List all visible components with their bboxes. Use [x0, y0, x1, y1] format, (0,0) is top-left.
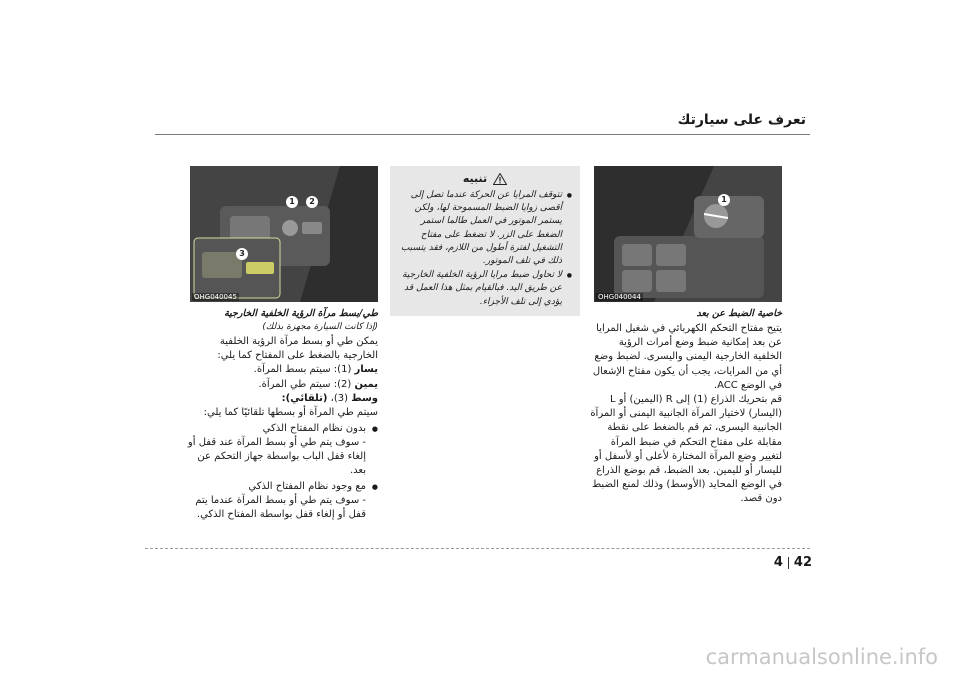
list-item: ● مع وجود نظام المفتاح الذكي: [184, 480, 378, 494]
warning-icon: [493, 173, 507, 185]
option-text: سيتم طي المرآة.: [258, 378, 331, 390]
option-text: سيتم بسط المرآة.: [253, 364, 331, 376]
page-number: [774, 555, 812, 570]
callout-2: 2: [306, 196, 318, 208]
list-subitem: - سوف يتم طي أو بسط المرآة عند قفل أو إلغاء قفل الباب بواسطة جهاز التحكم عن بعد.: [187, 437, 366, 477]
list-subitem-text: سوف يتم طي أو بسط المرآة عندما يتم قفل أو إلغاء قفل بواسطة المفتاح الذكي.: [195, 495, 366, 521]
figure-code: OHG040044: [598, 293, 641, 301]
option-center: وسط (3)، (تلقائي):: [281, 392, 378, 404]
notice-header: [398, 172, 572, 185]
option-label: يسار: [354, 364, 378, 376]
paragraph: سيتم طي المرآة أو بسطها تلقائيًا كما يلي:: [203, 407, 378, 419]
mirror-switch-illustration: [594, 166, 782, 302]
chapter-number: 4: [773, 555, 783, 570]
option-text: (تلقائي):: [281, 392, 328, 404]
callout-1: 1: [718, 194, 730, 206]
option-number: (1): [337, 364, 352, 376]
option-label: وسط: [351, 392, 378, 404]
notice-item: ● تتوقف المرايا عن الحركة عندما تصل إلى أقصى زوايا الضبط المسموحة لها، ولكن يستمر الموتور في العمل طالما استمر الضغط على الزر. لا تضغط على مفتاح التشغيل لفترة أطول من اللازم، فقد يتسبب ذلك في تلف الموتور.: [398, 189, 572, 268]
option-right: يمين (2): سيتم طي المرآة.: [258, 378, 378, 390]
header-divider: [155, 134, 810, 135]
section-title: خاصية الضبط عن بعد: [696, 308, 782, 319]
remote-control-section: [588, 166, 782, 507]
list-subitem-text: سوف يتم طي أو بسط المرآة عند قفل أو إلغاء قفل الباب بواسطة جهاز التحكم عن بعد.: [187, 437, 366, 477]
notice-title: تنبيه: [462, 172, 488, 185]
section-subtitle: (إذا كانت السيارة مجهزة بذلك): [262, 322, 378, 332]
page-number-value: 42: [793, 555, 812, 570]
notice-item: ● لا تحاول ضبط مرايا الرؤية الخلفية الخارجية عن طريق اليد. فبالقيام بمثل هذا العمل قد يؤدي إلى تلف الأجزاء.: [398, 269, 572, 309]
option-left: يسار (1): سيتم بسط المرآة.: [253, 364, 378, 376]
figure-code: OHG040045: [194, 293, 237, 301]
option-number: (3): [333, 392, 349, 404]
list-subitem: - سوف يتم طي أو بسط المرآة عندما يتم قفل أو إلغاء قفل بواسطة المفتاح الذكي.: [195, 495, 366, 521]
watermark: carmanualsonline.info: [705, 645, 938, 669]
fold-switch-illustration: [190, 166, 378, 302]
section-title: طي/بسط مرآة الرؤية الخلفية الخارجية: [224, 308, 378, 319]
page-title: تعرف على سيارتك: [677, 112, 806, 128]
fold-mirror-section: [184, 166, 378, 522]
list-item: ● بدون نظام المفتاح الذكي: [184, 422, 378, 436]
notice-section: [390, 166, 580, 316]
paragraph: يتيح مفتاح التحكم الكهربائي في شغيل المرايا عن بعد إمكانية ضبط وضع أمرات الرؤية الخلفية الخارجية اليمنى واليسرى. لضبط وضع أي من المرايات، يجب أن يكون مفتاح الإشعال في الوضع ACC.: [592, 323, 782, 391]
paragraph: يمكن طي أو بسط مرآة الرؤية الخلفية الخارجية بالضغط على المفتاح كما يلي:: [217, 336, 378, 362]
callout-3: 3: [236, 248, 248, 260]
fold-switch-photo: [190, 166, 378, 302]
mirror-control-photo: [594, 166, 782, 302]
option-label: يمين: [354, 378, 378, 390]
paragraph: قم بتحريك الذراع (1) إلى R (اليمين) أو L (اليسار) لاختيار المرآة الجانبية اليمنى أو المرآة الجانبية اليسرى، ثم قم بالضغط على نقطة مقابلة على مفتاح التحكم في ضبط المرآة لتغيير وضع المرآة المختارة لأعلى أو لأسفل أو لليسار أو لليمين. بعد الضبط، قم بوضع الذراع في الوضع المحايد (الأوسط) وذلك لمنع الضبط دون قصد.: [590, 394, 782, 505]
footer-divider: [145, 548, 810, 549]
option-number: (2): [337, 378, 352, 390]
notice-box: [390, 166, 580, 316]
callout-1: 1: [286, 196, 298, 208]
